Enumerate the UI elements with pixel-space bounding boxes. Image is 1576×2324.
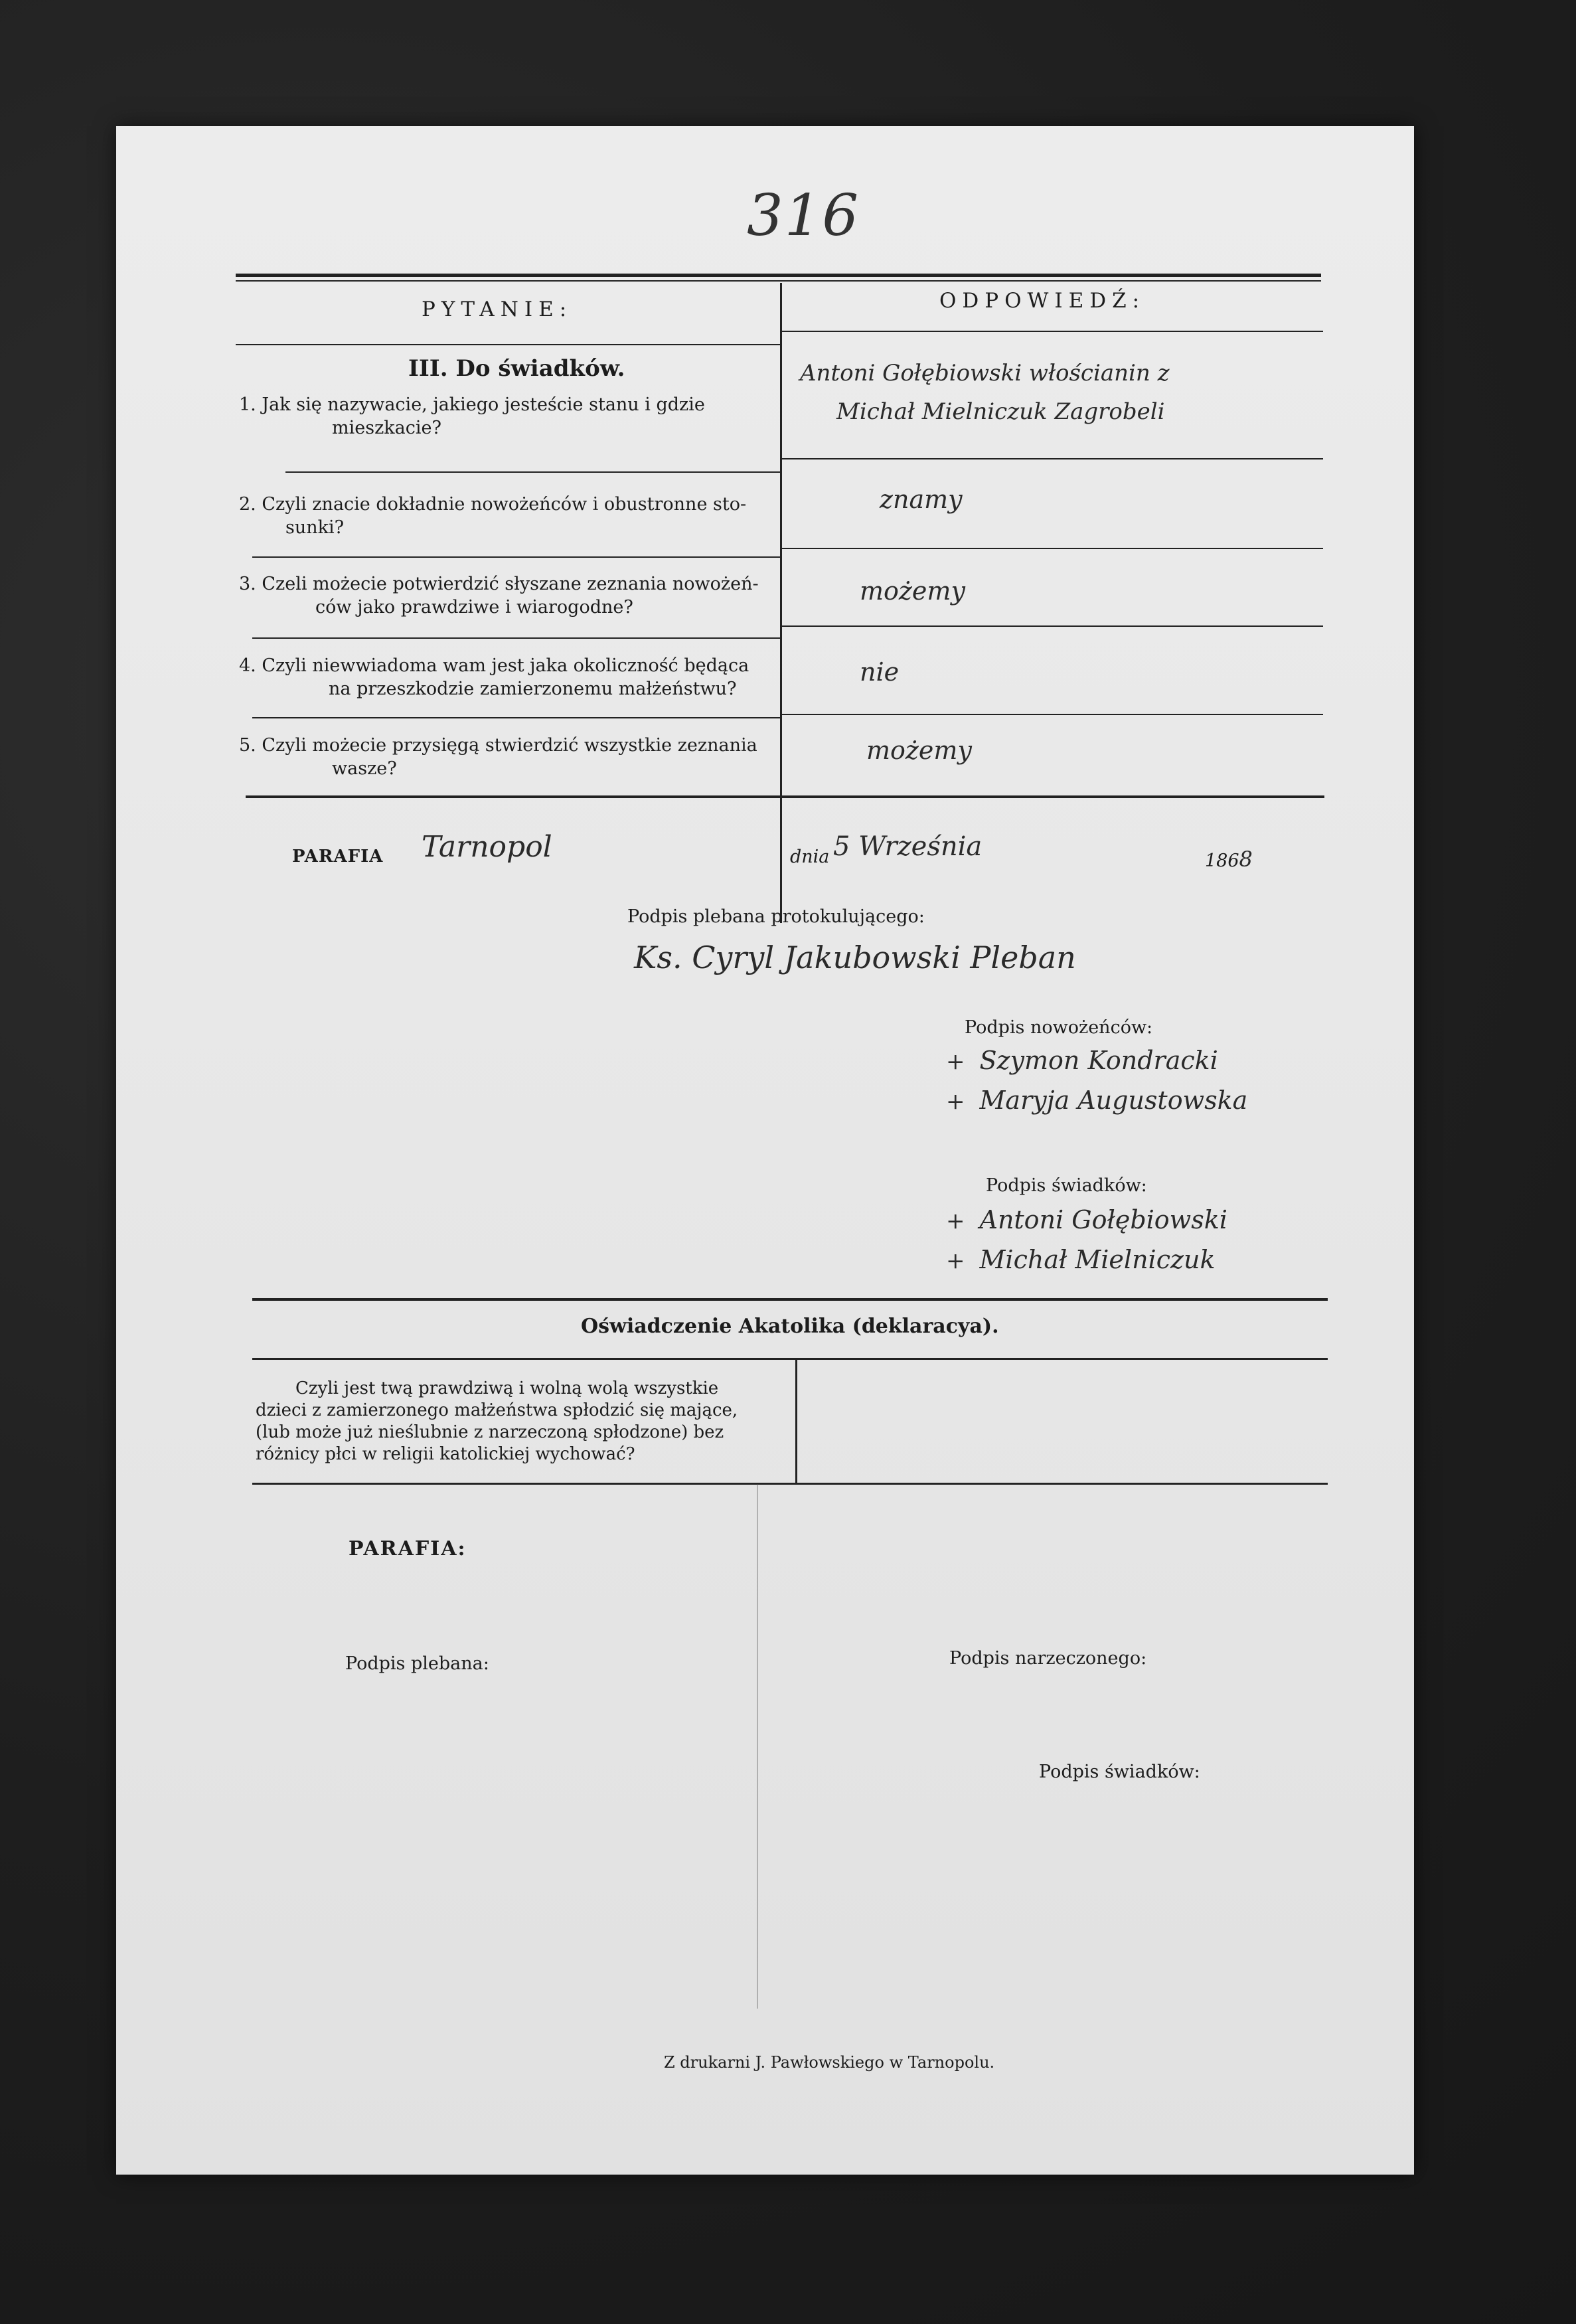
bottom-priest-signature-label: Podpis plebana: [345, 1653, 489, 1674]
document-page [116, 126, 1414, 2175]
q2-rule-left [252, 556, 780, 558]
answer-4: nie [860, 657, 900, 687]
answer-5: możemy [866, 736, 972, 765]
spouse-1-signature: + Szymon Kondracki [946, 1046, 1218, 1075]
top-rule-thin [236, 280, 1321, 282]
declaration-divider [795, 1360, 797, 1483]
question-2: 2. Czyli znacie dokładnie nowożeńców i obustronne sto- sunki? [239, 494, 747, 538]
question-4: 4. Czyli niewwiadoma wam jest jaka okoliczność będąca na przeszkodzie zamierzonemu małżeństwu? [239, 655, 749, 699]
header-rule-left [236, 344, 780, 345]
declaration-top-rule [252, 1298, 1328, 1301]
spouse-2-signature: + Maryja Augustowska [946, 1086, 1248, 1115]
question-1: 1. Jak się nazywacie, jakiego jesteście stanu i gdzie mieszkacie? [239, 394, 705, 438]
printer-footer: Z drukarni J. Pawłowskiego w Tarnopolu. [664, 2053, 995, 2072]
year: 1868 [1205, 847, 1253, 872]
witness-1-signature: + Antoni Gołębiowski [946, 1205, 1227, 1234]
q4-rule-left [252, 717, 780, 718]
bottom-parish-label: PARAFIA: [349, 1537, 467, 1560]
q3-rule-left [252, 637, 780, 639]
section-title: III. Do świadków. [408, 355, 625, 382]
priest-signature-label: Podpis plebana protokulującego: [627, 906, 925, 927]
declaration-question: Czyli jest twą prawdziwą i wolną wolą wszystkie dzieci z zamierzonego małżeństwa spłodzić się mające, (lub może już nieślubnie z narzeczoną spłodzone) bez różnicy płci w religii katolickiej wychować? [256, 1378, 738, 1464]
q2-rule-right [782, 548, 1323, 549]
answer-3: możemy [860, 576, 965, 606]
groom-signature-label: Podpis narzeczonego: [949, 1648, 1147, 1669]
question-column-header: PYTANIE: [422, 297, 573, 321]
witness-2-signature: + Michał Mielniczuk [946, 1245, 1216, 1274]
answer-1-line-2: Michał Mielniczuk Zagrobeli [836, 398, 1165, 425]
table-divider [780, 283, 782, 923]
q1-rule-left [285, 471, 780, 473]
page-number: 316 [747, 183, 860, 249]
bottom-witnesses-signature-label: Podpis świadków: [1039, 1762, 1200, 1782]
witnesses-signature-label: Podpis świadków: [986, 1175, 1147, 1196]
answer-1-line-1: Antoni Gołębiowski włościanin z [800, 360, 1170, 386]
date-label: dnia [790, 847, 830, 867]
declaration-bottom-rule [252, 1483, 1328, 1485]
date-value: 5 Września [833, 831, 983, 862]
parish-value: Tarnopol [422, 830, 552, 864]
question-5: 5. Czyli możecie przysięgą stwierdzić wszystkie zeznania wasze? [239, 735, 757, 779]
declaration-title-rule [252, 1358, 1328, 1360]
q4-rule-right [782, 714, 1323, 715]
question-3: 3. Czeli możecie potwierdzić słyszane zeznania nowożeń- ców jako prawdziwe i wiarogodne? [239, 574, 759, 618]
header-rule-right [782, 331, 1323, 332]
declaration-title: Oświadczenie Akatolika (deklaracya). [581, 1315, 999, 1338]
answer-2: znamy [880, 485, 963, 514]
q3-rule-right [782, 625, 1323, 627]
top-rule [236, 274, 1321, 277]
parish-label: PARAFIA [292, 847, 384, 867]
q1-rule-right [782, 458, 1323, 459]
spouses-signature-label: Podpis nowożeńców: [965, 1017, 1153, 1038]
table-bottom-rule [246, 795, 1324, 798]
answer-column-header: ODPOWIEDŹ: [939, 289, 1146, 313]
priest-signature-value: Ks. Cyryl Jakubowski Pleban [634, 940, 1076, 975]
fold-line [757, 1484, 758, 2009]
